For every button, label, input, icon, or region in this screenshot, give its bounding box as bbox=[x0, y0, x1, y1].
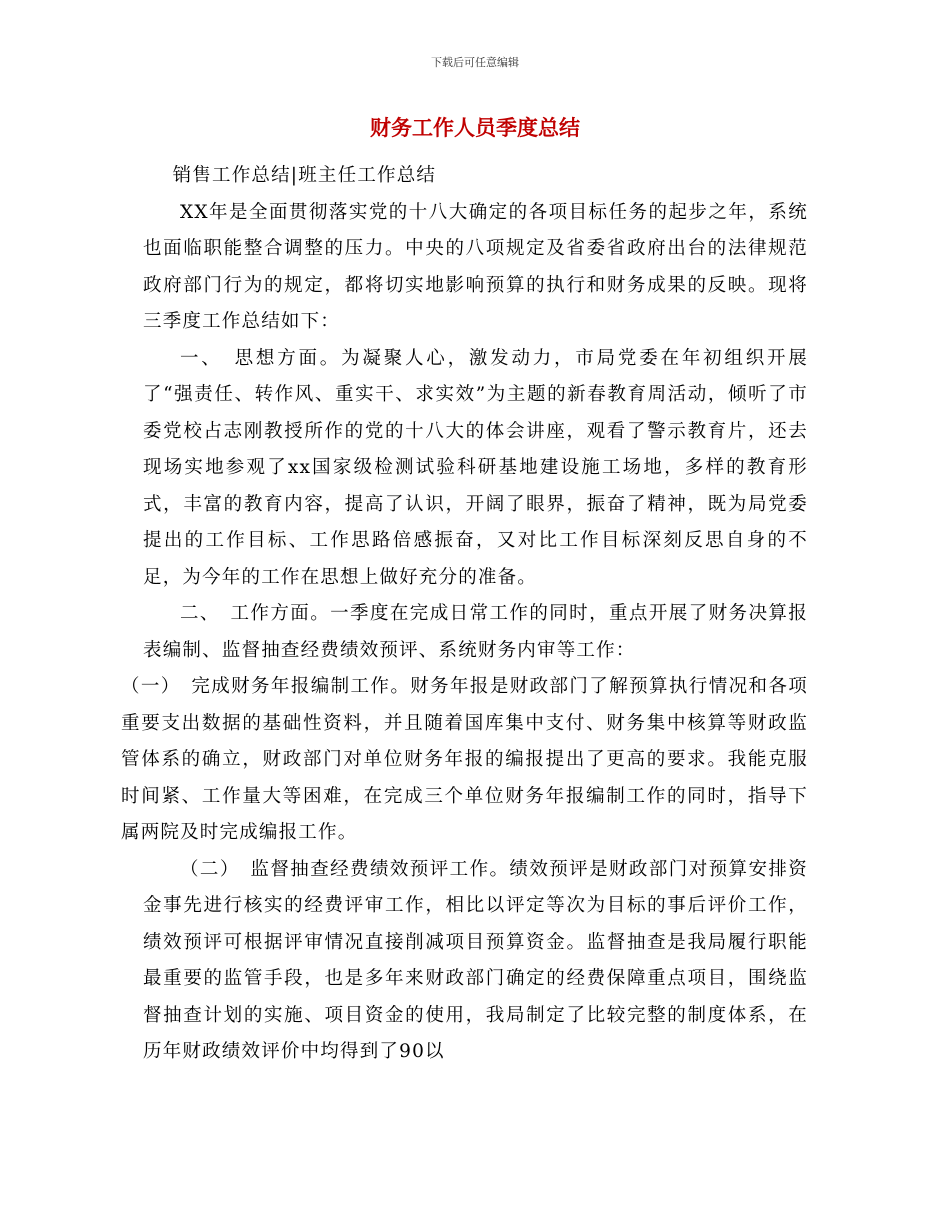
paragraph-intro: XX年是全面贯彻落实党的十八大确定的各项目标任务的起步之年，系统也面临职能整合调整的压力。中央的八项规定及省委省政府出台的法律规范政府部门行为的规定，都将切实地影响预算的执行和财务成果的反映。现将三季度工作总结如下： bbox=[143, 201, 808, 332]
paragraph-section-2: 二、 工作方面。一季度在完成日常工作的同时，重点开展了财务决算报表编制、监督抽查经费绩效预评、系统财务内审等工作： bbox=[143, 603, 808, 661]
paragraph-subsection-1: （一） 完成财务年报编制工作。财务年报是财政部门了解预算执行情况和各项重要支出数据的基础性资料，并且随着国库集中支付、财务集中核算等财政监管体系的确立，财政部门对单位财务年报的编报提出了更高的要求。我能克服时间紧、工作量大等困难，在完成三个单位财务年报编制工作的同时，指导下属两院及时完成编报工作。 bbox=[121, 676, 808, 843]
paragraph-section-1: 一、 思想方面。为凝聚人心，激发动力，市局党委在年初组织开展了“强责任、转作风、重实干、求实效”为主题的新春教育周活动，倾听了市委党校占志刚教授所作的党的十八大的体会讲座，观看了警示教育片，还去现场实地参观了xx国家级检测试验科研基地建设施工场地，多样的教育形式，丰富的教育内容，提高了认识，开阔了眼界，振奋了精神，既为局党委提出的工作目标、工作思路倍感振奋，又对比工作目标深刻反思自身的不足，为今年的工作在思想上做好充分的准备。 bbox=[143, 347, 808, 588]
header-note: 下载后可任意编辑 bbox=[431, 56, 519, 69]
document-body bbox=[121, 158, 808, 1071]
document-subtitle: 销售工作总结|班主任工作总结 bbox=[172, 165, 437, 186]
paragraph-subsection-2: （二） 监督抽查经费绩效预评工作。绩效预评是财政部门对预算安排资金事先进行核实的经费评审工作，相比以评定等次为目标的事后评价工作，绩效预评可根据评审情况直接削减项目预算资金。监督抽查是我局履行职能最重要的监管手段，也是多年来财政部门确定的经费保障重点项目，围绕监督抽查计划的实施、项目资金的使用，我局制定了比较完整的制度体系，在历年财政绩效评价中均得到了90以 bbox=[143, 858, 808, 1062]
document-title: 财务工作人员季度总结 bbox=[370, 116, 580, 140]
